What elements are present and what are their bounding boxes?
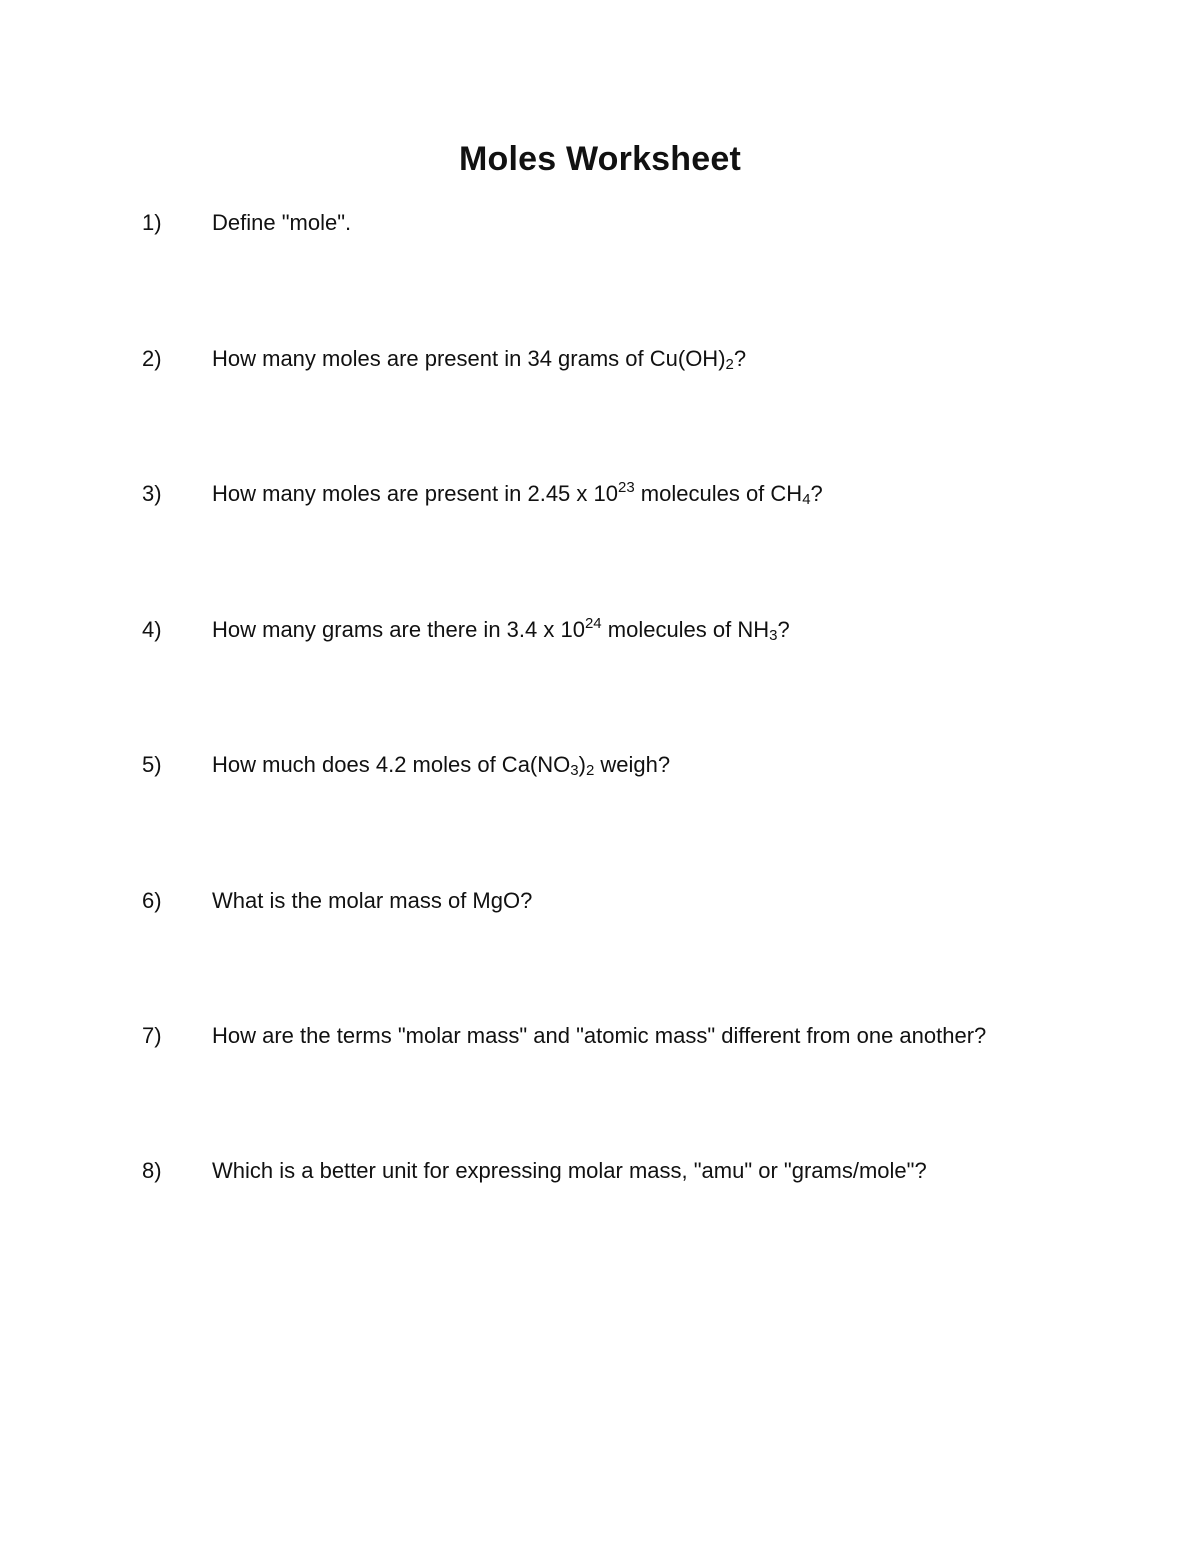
subscript: 3 (570, 762, 579, 779)
question-number: 7) (142, 1023, 162, 1048)
question-7 (142, 1022, 1102, 1050)
question-2 (142, 345, 1102, 373)
question-5 (142, 751, 1102, 779)
question-3 (142, 480, 1102, 508)
question-text: How many grams are there in 3.4 x $10^{24}$ molecules of $NH_3$? (212, 615, 790, 644)
question-4 (142, 616, 1102, 644)
question-1 (142, 209, 1102, 237)
page-title: Moles Worksheet (458, 140, 741, 178)
question-6 (142, 887, 1102, 915)
question-text: How many moles are present in 2.45 x $10^{23}$ molecules of $CH_4$? (212, 479, 823, 508)
question-8 (142, 1157, 1102, 1185)
question-number: 6) (142, 888, 162, 913)
superscript: 23 (617, 479, 635, 496)
question-number: 1) (142, 210, 162, 235)
question-text: Which is a better unit for expressing molar mass, "amu" or "grams/mole"? (212, 1158, 927, 1183)
question-text: How many moles are present in 34 grams of $Cu(OH)_2$? (212, 346, 747, 373)
subscript: 2 (725, 356, 734, 373)
question-number: 2) (142, 346, 162, 371)
question-number: 5) (142, 752, 162, 777)
question-text: Define "mole". (212, 210, 352, 235)
subscript: 3 (769, 627, 778, 644)
question-text: What is the molar mass of MgO? (212, 888, 533, 913)
question-text: How much does 4.2 moles of $Ca(NO_3)_2$ weigh? (212, 752, 671, 779)
subscript: 4 (802, 491, 811, 508)
question-text: How are the terms "molar mass" and "atomic mass" different from one another? (212, 1023, 987, 1048)
question-number: 8) (142, 1158, 162, 1183)
question-number: 3) (142, 481, 162, 506)
superscript: 24 (584, 615, 602, 632)
subscript: 2 (585, 762, 595, 779)
question-number: 4) (142, 617, 162, 642)
